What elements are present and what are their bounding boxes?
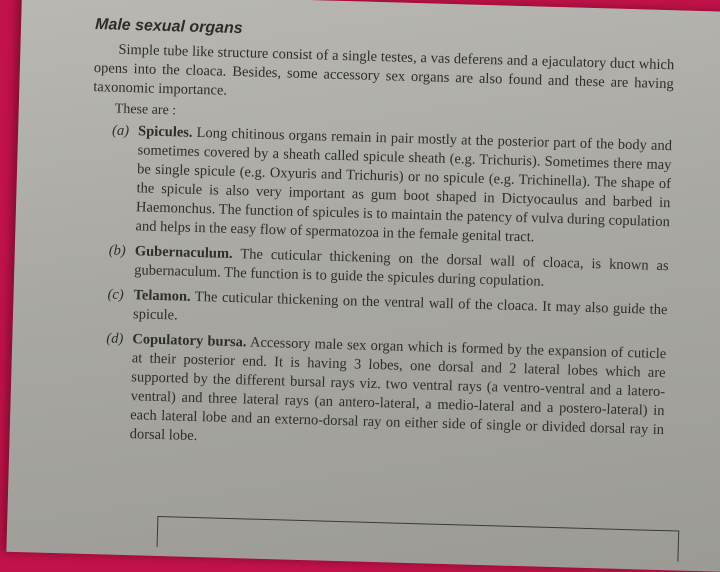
item-text: The cuticular thickening on the dorsal wall of cloaca, is known as gubernaculum. The function is to guide the spicules during copulation.	[134, 245, 669, 290]
figure-box-edge	[157, 516, 680, 562]
section-heading: Male sexual organs	[94, 16, 243, 38]
item-label: (a)	[111, 122, 130, 140]
item-title: Spicules.	[137, 123, 193, 141]
item-body	[135, 122, 672, 251]
item-body	[129, 330, 666, 459]
item-body	[134, 242, 669, 295]
item-body	[133, 286, 668, 339]
these-are-label: These are :	[114, 101, 177, 119]
item-label: (b)	[108, 242, 126, 259]
item-text: The cuticular thickening on the ventral wall of the cloaca. It may also guide the spicule.	[132, 288, 668, 324]
item-label: (c)	[107, 286, 124, 303]
item-text: Accessory male sex organ which is formed by the expansion of cuticle at their posterior end. It is having 3 lobes, one dorsal and 2 lateral lobes which are supported by the different bursal rays viz. two ventral rays (a ventro-ventral and a latero-ventral) and three lateral rays (an antero-lateral, a medio-lateral and a postero-lateral) in each lateral lobe and an externo-dorsal ray on either side of single or divided dorsal ray in dorsal lobe.	[129, 334, 667, 445]
list-item-copulatory-bursa	[103, 329, 666, 459]
book-page	[6, 0, 720, 572]
list-item-spicules	[109, 122, 672, 252]
item-title: Telamon.	[133, 287, 191, 305]
item-text: Long chitinous organs remain in pair mostly at the posterior part of the body and sometimes covered by a sheath called spicule sheath (e.g. Trichuris). Sometimes there may be single spicule (e.g. Oxyuris and Trichuris) or no spicule (e.g. Trichinella). The shape of the spicule is also very important as gum boot shaped in Dictyocaulus and barbed in Haemonchus. The function of spicules is to maintain the patency of vulva during copulation and helps in the easy flow of spermatozoa in the female genital tract.	[135, 124, 673, 246]
intro-paragraph: Simple tube like structure consist of a single testes, a vas deferens and a ejaculatory duct which opens into the cloaca. Besides, some accessory sex organs are also found and these are having taxonomic importance.	[93, 41, 675, 99]
item-title: Copulatory bursa.	[132, 331, 247, 351]
item-title: Gubernaculum.	[134, 243, 233, 262]
page-content	[83, 16, 675, 465]
item-label: (d)	[106, 330, 124, 347]
